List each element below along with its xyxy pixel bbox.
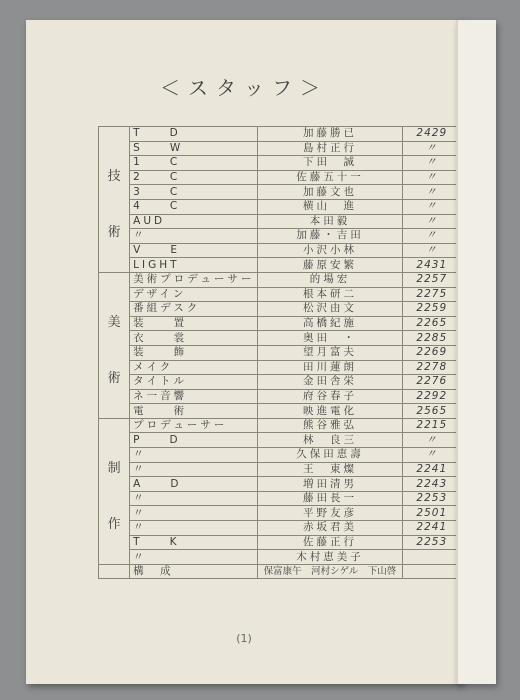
table-row xyxy=(99,535,462,550)
name-cell: 林 良三 xyxy=(258,433,402,448)
extension-cell: 〃 xyxy=(402,156,461,171)
section-label-char: 技 xyxy=(107,169,121,184)
role-cell: プロデューサー xyxy=(130,418,258,433)
table-row xyxy=(99,360,462,375)
extension-cell: 〃 xyxy=(402,433,461,448)
role-cell: タイトル xyxy=(130,375,258,390)
extension-cell: 〃 xyxy=(402,214,461,229)
role-cell: LIGHT xyxy=(130,258,258,273)
table-row xyxy=(99,258,462,273)
extension-cell: 〃 xyxy=(402,243,461,258)
role-cell: T D xyxy=(130,127,258,142)
table-row xyxy=(99,199,462,214)
name-cell: 根本研二 xyxy=(258,287,402,302)
name-cell: 佐藤正行 xyxy=(258,535,402,550)
extension-cell: 2276 xyxy=(402,375,461,390)
table-row xyxy=(99,243,462,258)
section-label-char: 美 xyxy=(107,314,121,330)
table-row xyxy=(99,170,462,185)
name-cell: 加藤文也 xyxy=(258,185,402,200)
name-cell: 藤原安繁 xyxy=(258,258,402,273)
section-label-char: 作 xyxy=(107,516,121,532)
section-label xyxy=(99,272,130,418)
name-cell: 王 東燦 xyxy=(258,462,402,477)
role-cell: 〃 xyxy=(130,491,258,506)
extension-cell: 2431 xyxy=(402,258,461,273)
name-cell: 保富康午 河村シゲル 下山啓 xyxy=(258,564,402,579)
role-cell: 美術プロデューサー xyxy=(130,272,258,287)
role-cell: 装 飾 xyxy=(130,345,258,360)
name-cell: 木村恵美子 xyxy=(258,550,402,565)
role-cell: V E xyxy=(130,243,258,258)
extension-cell: 〃 xyxy=(402,229,461,244)
extension-cell: 〃 xyxy=(402,448,461,463)
name-cell: 小沢小林 xyxy=(258,243,402,258)
role-cell: 〃 xyxy=(130,521,258,536)
extension-cell: 2429 xyxy=(402,127,461,142)
name-cell: 熊谷雅弘 xyxy=(258,418,402,433)
extension-cell: 〃 xyxy=(402,170,461,185)
name-cell: 松沢由文 xyxy=(258,302,402,317)
role-cell: T K xyxy=(130,535,258,550)
role-cell: デザイン xyxy=(130,287,258,302)
section-label-char: 術 xyxy=(107,225,121,240)
table-row xyxy=(99,214,462,229)
table-row xyxy=(99,404,462,419)
role-cell: 3 C xyxy=(130,185,258,200)
extension-cell xyxy=(402,550,461,565)
table-row xyxy=(99,564,462,579)
role-cell: AUD xyxy=(130,214,258,229)
extension-cell: 〃 xyxy=(402,199,461,214)
role-cell: 装 置 xyxy=(130,316,258,331)
table-row xyxy=(99,462,462,477)
staff-table xyxy=(98,126,462,579)
table-row xyxy=(99,272,462,287)
role-cell: A D xyxy=(130,477,258,492)
extension-cell: 2565 xyxy=(402,404,461,419)
role-cell: S W xyxy=(130,141,258,156)
section-label xyxy=(99,127,130,273)
name-cell: 下田 誠 xyxy=(258,156,402,171)
section-label-char: 術 xyxy=(107,370,121,386)
extension-cell: 2285 xyxy=(402,331,461,346)
table-row xyxy=(99,302,462,317)
role-cell: 1 C xyxy=(130,156,258,171)
name-cell: 府谷春子 xyxy=(258,389,402,404)
extension-cell xyxy=(402,564,461,579)
extension-cell: 2292 xyxy=(402,389,461,404)
name-cell: 横山 進 xyxy=(258,199,402,214)
name-cell: 金田舎栄 xyxy=(258,375,402,390)
role-cell: 電 術 xyxy=(130,404,258,419)
extension-cell: 2241 xyxy=(402,462,461,477)
name-cell: 映進電化 xyxy=(258,404,402,419)
extension-cell: 2501 xyxy=(402,506,461,521)
name-cell: 加藤・吉田 xyxy=(258,229,402,244)
extension-cell: 2253 xyxy=(402,535,461,550)
role-cell: 番組デスク xyxy=(130,302,258,317)
extension-cell: 2275 xyxy=(402,287,461,302)
name-cell: 高橋紀施 xyxy=(258,316,402,331)
name-cell: 藤田長一 xyxy=(258,491,402,506)
role-cell: P D xyxy=(130,433,258,448)
extension-cell: 〃 xyxy=(402,141,461,156)
extension-cell: 2259 xyxy=(402,302,461,317)
section-label-char: 制 xyxy=(107,460,121,476)
table-row xyxy=(99,521,462,536)
name-cell: 奥田 ・ xyxy=(258,331,402,346)
name-cell: 平野友彦 xyxy=(258,506,402,521)
name-cell: 島村正行 xyxy=(258,141,402,156)
extension-cell: 2253 xyxy=(402,491,461,506)
role-cell: 構 成 xyxy=(130,564,258,579)
page-title: ＜スタッフ＞ xyxy=(160,76,328,100)
name-cell: 望月富夫 xyxy=(258,345,402,360)
document-page xyxy=(26,20,462,684)
table-row xyxy=(99,156,462,171)
name-cell: 赤坂君美 xyxy=(258,521,402,536)
role-cell: 2 C xyxy=(130,170,258,185)
binding-edge xyxy=(456,20,496,684)
extension-cell: 〃 xyxy=(402,185,461,200)
name-cell: 本田毅 xyxy=(258,214,402,229)
extension-cell: 2269 xyxy=(402,345,461,360)
name-cell: 的場宏 xyxy=(258,272,402,287)
role-cell: 4 C xyxy=(130,199,258,214)
name-cell: 久保田恵壽 xyxy=(258,448,402,463)
table-row xyxy=(99,229,462,244)
table-row xyxy=(99,418,462,433)
role-cell: 〃 xyxy=(130,229,258,244)
name-cell: 増田清男 xyxy=(258,477,402,492)
name-cell: 佐藤五十一 xyxy=(258,170,402,185)
section-label xyxy=(99,418,130,564)
role-cell: 〃 xyxy=(130,506,258,521)
extension-cell: 2265 xyxy=(402,316,461,331)
table-row xyxy=(99,433,462,448)
extension-cell: 2241 xyxy=(402,521,461,536)
table-row xyxy=(99,550,462,565)
role-cell: 〃 xyxy=(130,448,258,463)
page-number: (1) xyxy=(236,632,252,645)
extension-cell: 2278 xyxy=(402,360,461,375)
extension-cell: 2257 xyxy=(402,272,461,287)
table-row xyxy=(99,127,462,142)
table-row xyxy=(99,448,462,463)
table-row xyxy=(99,316,462,331)
extension-cell: 2243 xyxy=(402,477,461,492)
role-cell: メイク xyxy=(130,360,258,375)
table-row xyxy=(99,506,462,521)
name-cell: 田川蓮朗 xyxy=(258,360,402,375)
table-row xyxy=(99,141,462,156)
role-cell: 〃 xyxy=(130,550,258,565)
table-row xyxy=(99,287,462,302)
role-cell: 〃 xyxy=(130,462,258,477)
table-row xyxy=(99,185,462,200)
table-row xyxy=(99,331,462,346)
extension-cell: 2215 xyxy=(402,418,461,433)
table-row xyxy=(99,375,462,390)
role-cell: ネ一音響 xyxy=(130,389,258,404)
table-row xyxy=(99,345,462,360)
name-cell: 加藤勝已 xyxy=(258,127,402,142)
section-label xyxy=(99,564,130,579)
table-row xyxy=(99,389,462,404)
table-row xyxy=(99,477,462,492)
table-row xyxy=(99,491,462,506)
role-cell: 衣 裳 xyxy=(130,331,258,346)
